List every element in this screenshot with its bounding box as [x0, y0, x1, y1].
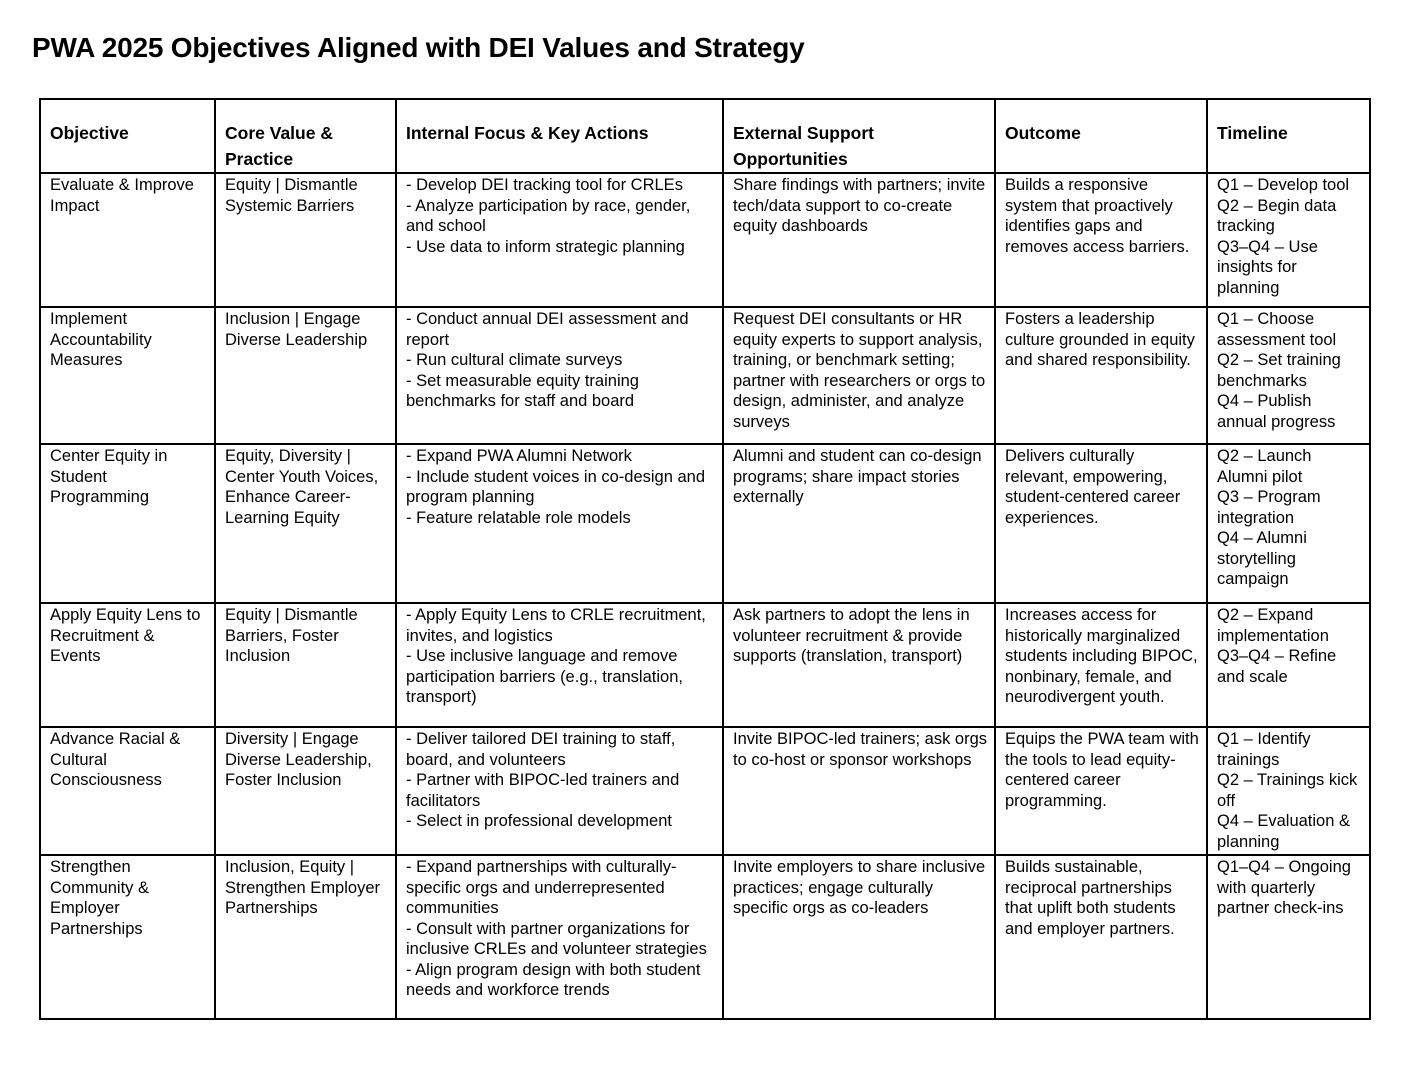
column-header-outcome: Outcome [995, 99, 1207, 173]
column-header-core-value: Core Value & Practice [215, 99, 396, 173]
header-row [40, 99, 1370, 173]
cell-external-support: Ask partners to adopt the lens in volunteer recruitment & provide supports (translation, transport) [723, 603, 995, 727]
cell-external-support: Alumni and student can co-design programs; share impact stories externally [723, 444, 995, 603]
table-row [40, 855, 1370, 1019]
cell-external-support: Request DEI consultants or HR equity experts to support analysis, training, or benchmark setting; partner with researchers or orgs to design, administer, and analyze surveys [723, 307, 995, 444]
cell-objective: Advance Racial & Cultural Consciousness [40, 727, 215, 855]
cell-core-value: Equity, Diversity | Center Youth Voices, Enhance Career-Learning Equity [215, 444, 396, 603]
cell-objective: Apply Equity Lens to Recruitment & Events [40, 603, 215, 727]
cell-timeline: Q1–Q4 – Ongoing with quarterly partner check-ins [1207, 855, 1370, 1019]
cell-objective: Strengthen Community & Employer Partnerships [40, 855, 215, 1019]
cell-timeline: Q1 – Choose assessment tool Q2 – Set training benchmarks Q4 – Publish annual progress [1207, 307, 1370, 444]
cell-core-value: Diversity | Engage Diverse Leadership, Foster Inclusion [215, 727, 396, 855]
table-row [40, 307, 1370, 444]
table-row [40, 173, 1370, 307]
cell-outcome: Builds a responsive system that proactively identifies gaps and removes access barriers. [995, 173, 1207, 307]
cell-outcome: Increases access for historically marginalized students including BIPOC, nonbinary, female, and neurodivergent youth. [995, 603, 1207, 727]
cell-timeline: Q1 – Identify trainings Q2 – Trainings kick off Q4 – Evaluation & planning [1207, 727, 1370, 855]
cell-internal-focus: - Expand PWA Alumni Network - Include student voices in co-design and program planning - Feature relatable role models [396, 444, 723, 603]
cell-internal-focus: - Develop DEI tracking tool for CRLEs - Analyze participation by race, gender, and school - Use data to inform strategic planning [396, 173, 723, 307]
table-row [40, 727, 1370, 855]
column-header-external-support: External Support Opportunities [723, 99, 995, 173]
column-header-objective: Objective [40, 99, 215, 173]
cell-external-support: Invite employers to share inclusive practices; engage culturally specific orgs as co-leaders [723, 855, 995, 1019]
cell-core-value: Equity | Dismantle Systemic Barriers [215, 173, 396, 307]
cell-external-support: Share findings with partners; invite tech/data support to co-create equity dashboards [723, 173, 995, 307]
cell-core-value: Inclusion, Equity | Strengthen Employer Partnerships [215, 855, 396, 1019]
cell-internal-focus: - Apply Equity Lens to CRLE recruitment, invites, and logistics - Use inclusive language and remove participation barriers (e.g., translation, transport) [396, 603, 723, 727]
cell-objective: Evaluate & Improve Impact [40, 173, 215, 307]
cell-internal-focus: - Deliver tailored DEI training to staff, board, and volunteers - Partner with BIPOC-led trainers and facilitators - Select in professional development [396, 727, 723, 855]
cell-outcome: Builds sustainable, reciprocal partnerships that uplift both students and employer partners. [995, 855, 1207, 1019]
cell-timeline: Q1 – Develop tool Q2 – Begin data tracking Q3–Q4 – Use insights for planning [1207, 173, 1370, 307]
cell-internal-focus: - Conduct annual DEI assessment and report - Run cultural climate surveys - Set measurable equity training benchmarks for staff and board [396, 307, 723, 444]
cell-outcome: Equips the PWA team with the tools to lead equity-centered career programming. [995, 727, 1207, 855]
cell-outcome: Delivers culturally relevant, empowering, student-centered career experiences. [995, 444, 1207, 603]
column-header-internal-focus: Internal Focus & Key Actions [396, 99, 723, 173]
cell-internal-focus: - Expand partnerships with culturally-specific orgs and underrepresented communities - Consult with partner organizations for inclusive CRLEs and volunteer strategies - Align program design with both student needs and workforce trends [396, 855, 723, 1019]
page-title: PWA 2025 Objectives Aligned with DEI Values and Strategy [32, 32, 805, 63]
column-header-timeline: Timeline [1207, 99, 1370, 173]
cell-objective: Implement Accountability Measures [40, 307, 215, 444]
objectives-table [39, 98, 1371, 1020]
cell-timeline: Q2 – Launch Alumni pilot Q3 – Program integration Q4 – Alumni storytelling campaign [1207, 444, 1370, 603]
cell-objective: Center Equity in Student Programming [40, 444, 215, 603]
cell-core-value: Equity | Dismantle Barriers, Foster Inclusion [215, 603, 396, 727]
cell-external-support: Invite BIPOC-led trainers; ask orgs to co-host or sponsor workshops [723, 727, 995, 855]
cell-core-value: Inclusion | Engage Diverse Leadership [215, 307, 396, 444]
table-row [40, 444, 1370, 603]
table-row [40, 603, 1370, 727]
cell-timeline: Q2 – Expand implementation Q3–Q4 – Refine and scale [1207, 603, 1370, 727]
cell-outcome: Fosters a leadership culture grounded in equity and shared responsibility. [995, 307, 1207, 444]
